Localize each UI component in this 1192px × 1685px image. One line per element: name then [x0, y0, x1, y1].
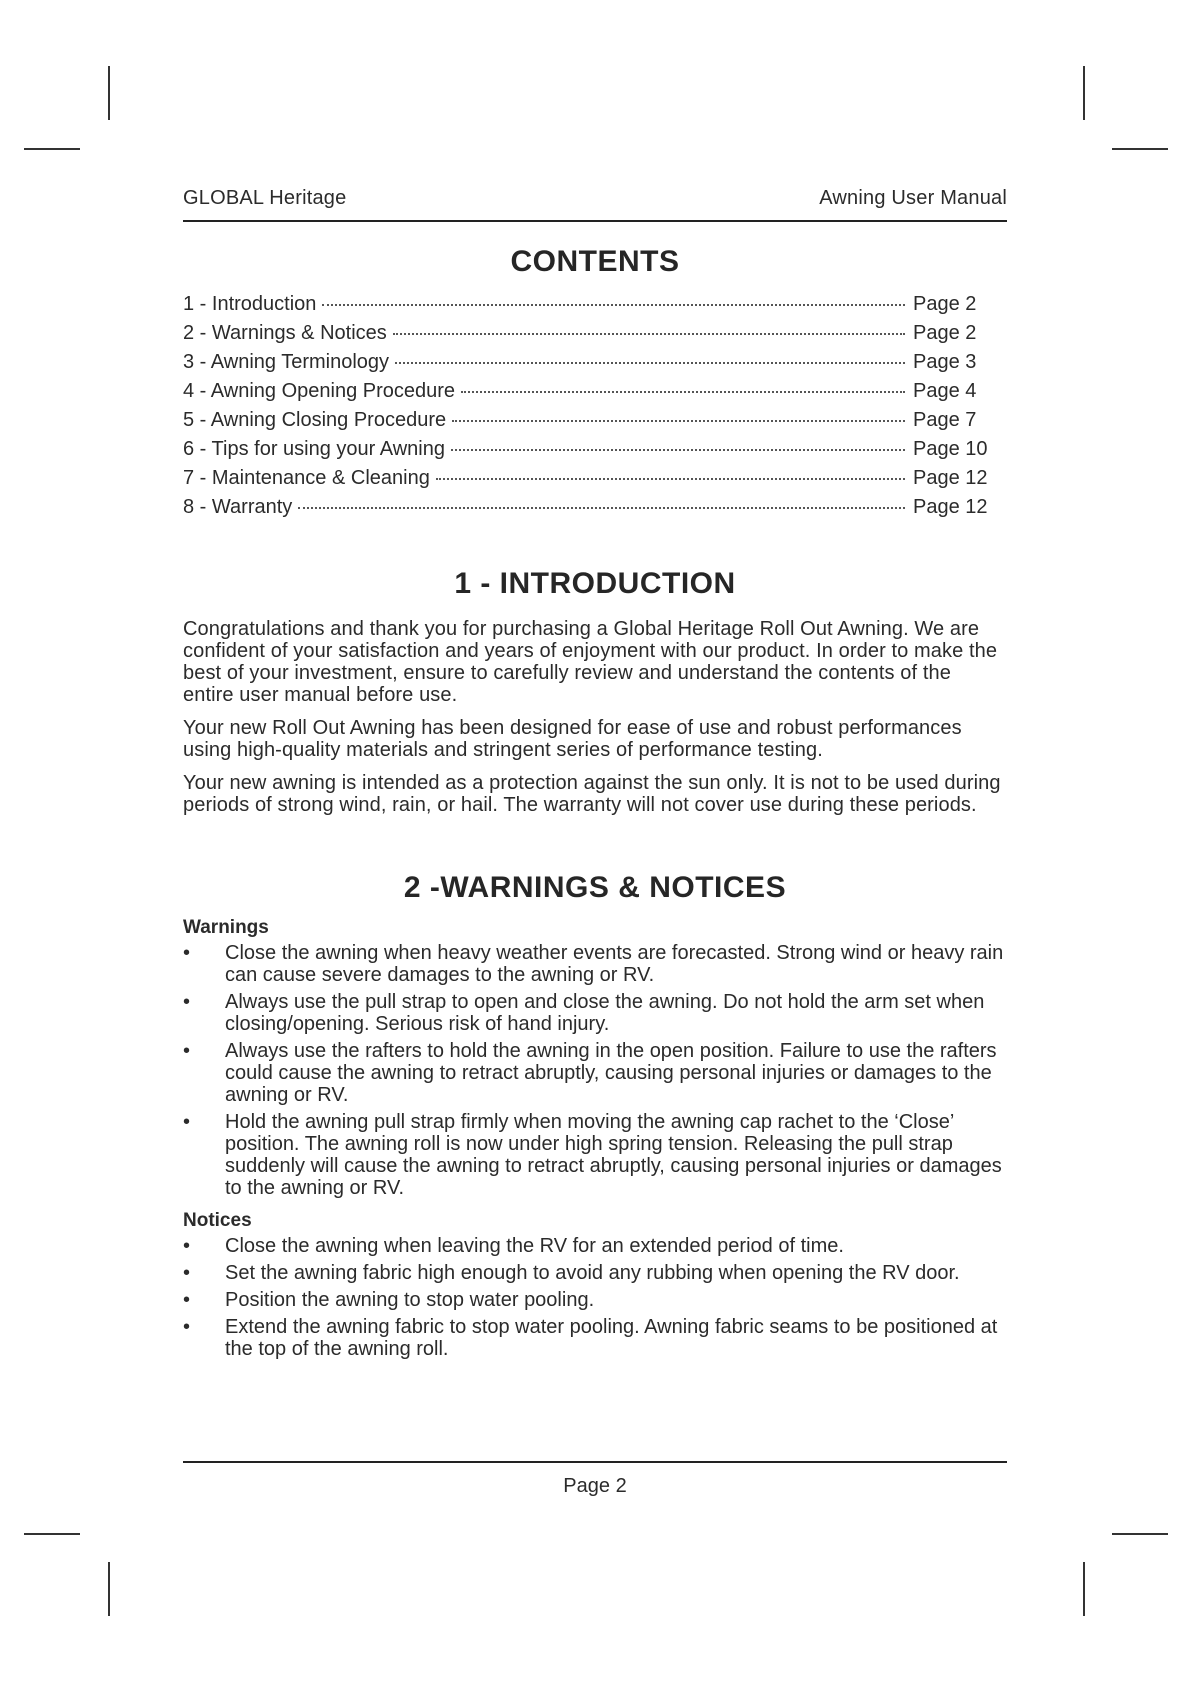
notice-item — [183, 1235, 1023, 1257]
introduction-paragraph: Congratulations and thank you for purchasing a Global Heritage Roll Out Awning. We are confident of your satisfaction and years of enjoyment with our product. In order to make the best of your investment, ensure to carefully review and understand the contents of the entire user manual before use. — [183, 618, 998, 706]
toc-entry-label: 1 - Introduction — [183, 293, 317, 315]
crop-mark — [108, 1562, 110, 1616]
crop-mark — [24, 148, 80, 150]
notice-item-text: Set the awning fabric high enough to avoid any rubbing when opening the RV door. — [225, 1262, 960, 1284]
toc-entry-page: Page 2 — [913, 322, 977, 344]
notices-subheading: Notices — [183, 1210, 252, 1231]
introduction-body — [183, 618, 1007, 816]
toc-entry-label: 6 - Tips for using your Awning — [183, 438, 445, 460]
crop-mark — [1112, 148, 1168, 150]
toc-dot-leader — [322, 304, 905, 306]
toc-entry — [183, 464, 999, 493]
header-brand: GLOBAL Heritage — [183, 187, 347, 209]
notice-item-text: Position the awning to stop water pooling. — [225, 1289, 595, 1311]
crop-mark — [24, 1533, 80, 1535]
introduction-paragraph: Your new Roll Out Awning has been designed for ease of use and robust performances using high-quality materials and stringent series of performance testing. — [183, 717, 962, 761]
manual-page — [183, 186, 1007, 1365]
toc-entry — [183, 319, 999, 348]
toc-entry — [183, 435, 999, 464]
warnings-list — [183, 942, 1023, 1199]
notice-item — [183, 1262, 1023, 1284]
notice-item — [183, 1316, 1023, 1360]
toc-entry-label: 8 - Warranty — [183, 496, 293, 518]
bullet-icon: • — [183, 942, 191, 964]
notice-item-text: Close the awning when leaving the RV for an extended period of time. — [225, 1235, 844, 1257]
bullet-icon: • — [183, 1111, 191, 1133]
introduction-paragraph: Your new awning is intended as a protection against the sun only. It is not to be used during periods of strong wind, rain, or hail. The warranty will not cover use during these periods. — [183, 772, 1001, 816]
page-number: Page 2 — [563, 1475, 627, 1497]
toc-entry-page: Page 2 — [913, 293, 977, 315]
warning-item — [183, 1111, 1023, 1199]
toc-entry-label: 3 - Awning Terminology — [183, 351, 390, 373]
warning-item-text: Hold the awning pull strap firmly when moving the awning cap rachet to the ‘Close’ position. The awning roll is now under high spring tension. Releasing the pull strap suddenly will cause the awning to retract abruptly, causing personal injuries or damages to the awning or RV. — [225, 1111, 1002, 1199]
toc-dot-leader — [452, 420, 905, 422]
notice-item-text: Extend the awning fabric to stop water pooling. Awning fabric seams to be positioned at the top of the awning roll. — [225, 1316, 998, 1360]
toc-entry — [183, 406, 999, 435]
bullet-icon: • — [183, 1235, 191, 1257]
bullet-icon: • — [183, 1040, 191, 1062]
table-of-contents — [183, 290, 999, 522]
warning-item — [183, 991, 1023, 1035]
toc-entry — [183, 493, 999, 522]
introduction-heading: 1 - INTRODUCTION — [454, 567, 736, 600]
toc-entry — [183, 290, 999, 319]
crop-mark — [1083, 66, 1085, 120]
toc-entry-page: Page 12 — [913, 467, 988, 489]
warnings-notices-heading: 2 -WARNINGS & NOTICES — [403, 871, 787, 904]
running-header — [183, 186, 1007, 222]
toc-entry-label: 7 - Maintenance & Cleaning — [183, 467, 430, 489]
crop-mark — [1112, 1533, 1168, 1535]
toc-entry — [183, 377, 999, 406]
bullet-icon: • — [183, 1289, 191, 1311]
toc-entry-label: 5 - Awning Closing Procedure — [183, 409, 447, 431]
toc-entry-label: 4 - Awning Opening Procedure — [183, 380, 456, 402]
toc-entry-page: Page 3 — [913, 351, 977, 373]
toc-dot-leader — [451, 449, 905, 451]
bullet-icon: • — [183, 1316, 191, 1338]
bullet-icon: • — [183, 991, 191, 1013]
notices-list — [183, 1235, 1023, 1360]
warning-item-text: Close the awning when heavy weather events are forecasted. Strong wind or heavy rain can cause severe damages to the awning or RV. — [225, 942, 1004, 986]
contents-heading: CONTENTS — [510, 245, 680, 278]
warning-item — [183, 942, 1023, 986]
toc-entry-page: Page 10 — [913, 438, 988, 460]
crop-mark — [1083, 1562, 1085, 1616]
crop-mark — [108, 66, 110, 120]
toc-dot-leader — [436, 478, 905, 480]
warning-item-text: Always use the pull strap to open and close the awning. Do not hold the arm set when closing/opening. Serious risk of hand injury. — [225, 991, 985, 1035]
notice-item — [183, 1289, 1023, 1311]
bullet-icon: • — [183, 1262, 191, 1284]
warnings-subheading: Warnings — [183, 917, 269, 938]
toc-entry-page: Page 7 — [913, 409, 977, 431]
warning-item-text: Always use the rafters to hold the awning in the open position. Failure to use the rafters could cause the awning to retract abruptly, causing personal injuries or damages to the awning or RV. — [225, 1040, 997, 1106]
toc-dot-leader — [395, 362, 905, 364]
warning-item — [183, 1040, 1023, 1106]
toc-entry-page: Page 4 — [913, 380, 977, 402]
toc-dot-leader — [298, 507, 905, 509]
toc-entry — [183, 348, 999, 377]
footer-rule — [183, 1461, 1007, 1463]
header-document-title: Awning User Manual — [819, 187, 1007, 209]
toc-dot-leader — [393, 333, 905, 335]
toc-entry-label: 2 - Warnings & Notices — [183, 322, 387, 344]
toc-dot-leader — [461, 391, 905, 393]
toc-entry-page: Page 12 — [913, 496, 988, 518]
